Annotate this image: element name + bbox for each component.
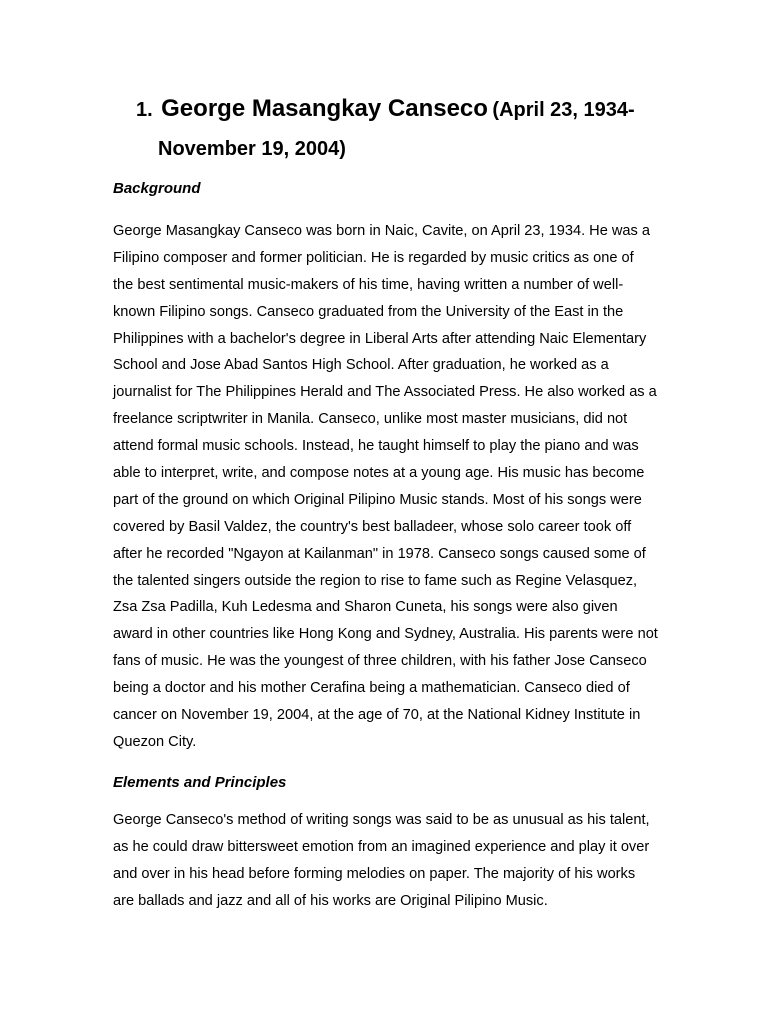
paragraph-line: as he could draw bittersweet emotion from an imagined experience and play it over bbox=[113, 838, 650, 855]
paragraph-line: School and Jose Abad Santos High School. After graduation, he worked as a bbox=[113, 357, 609, 374]
paragraph-background bbox=[113, 218, 693, 756]
title-line-1 bbox=[136, 92, 736, 126]
paragraph-line: known Filipino songs. Canseco graduated from the University of the East in the bbox=[113, 303, 624, 320]
paragraph-line: attend formal music schools. Instead, he taught himself to play the piano and was bbox=[113, 438, 639, 455]
title-number: 1. bbox=[136, 99, 153, 121]
paragraph-line: part of the ground on which Original Pilipino Music stands. Most of his songs were bbox=[113, 491, 642, 508]
paragraph-line: able to interpret, write, and compose notes at a young age. His music has become bbox=[113, 465, 645, 482]
heading-background: Background bbox=[113, 180, 201, 197]
paragraph-line: the talented singers outside the region to rise to fame such as Regine Velasquez, bbox=[113, 572, 638, 589]
document-title bbox=[136, 92, 736, 168]
title-dates-start: (April 23, 1934- bbox=[492, 99, 635, 121]
title-name: George Masangkay Canseco bbox=[161, 95, 488, 122]
title-dates-end: November 19, 2004) bbox=[158, 138, 346, 160]
paragraph-line: Filipino composer and former politician. He is regarded by music critics as one of bbox=[113, 249, 634, 266]
paragraph-line: the best sentimental music-makers of his time, having written a number of well- bbox=[113, 276, 624, 293]
paragraph-line: Zsa Zsa Padilla, Kuh Ledesma and Sharon Cuneta, his songs were also given bbox=[113, 599, 618, 616]
title-line-2 bbox=[136, 132, 736, 168]
paragraph-line: covered by Basil Valdez, the country's best balladeer, whose solo career took off bbox=[113, 518, 632, 535]
paragraph-line: being a doctor and his mother Cerafina being a mathematician. Canseco died of bbox=[113, 680, 630, 697]
paragraph-line: George Canseco's method of writing songs was said to be as unusual as his talent, bbox=[113, 812, 650, 828]
paragraph-line: cancer on November 19, 2004, at the age of 70, at the National Kidney Institute in bbox=[113, 707, 641, 724]
paragraph-line: Philippines with a bachelor's degree in Liberal Arts after attending Naic Elementary bbox=[113, 330, 647, 347]
paragraph-line: Quezon City. bbox=[113, 733, 197, 750]
paragraph-line: and over in his head before forming melodies on paper. The majority of his works bbox=[113, 865, 636, 882]
paragraph-line: are ballads and jazz and all of his works are Original Pilipino Music. bbox=[113, 892, 548, 909]
paragraph-line: freelance scriptwriter in Manila. Canseco, unlike most master musicians, did not bbox=[113, 411, 628, 428]
paragraph-line: after he recorded "Ngayon at Kailanman" in 1978. Canseco songs caused some of bbox=[113, 545, 646, 562]
paragraph-line: award in other countries like Hong Kong and Sydney, Australia. His parents were not bbox=[113, 626, 658, 643]
paragraph-line: journalist for The Philippines Herald and The Associated Press. He also worked as a bbox=[113, 384, 657, 401]
paragraph-line: fans of music. He was the youngest of three children, with his father Jose Canseco bbox=[113, 653, 647, 670]
heading-elements-and-principles: Elements and Principles bbox=[113, 774, 287, 791]
paragraph-line: George Masangkay Canseco was born in Naic, Cavite, on April 23, 1934. He was a bbox=[113, 223, 651, 239]
paragraph-elements-and-principles bbox=[113, 807, 693, 915]
